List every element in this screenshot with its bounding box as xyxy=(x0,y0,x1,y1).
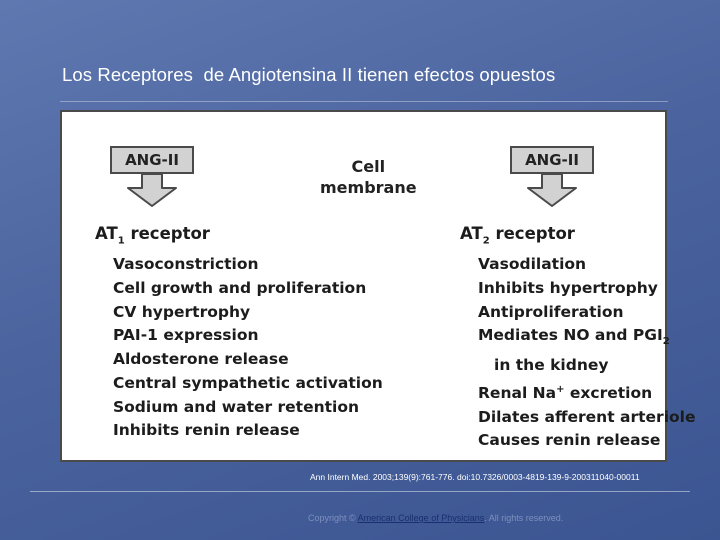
ang-ii-right xyxy=(510,146,608,208)
at1-effect: Vasoconstriction xyxy=(113,255,259,274)
citation: Ann Intern Med. 2003;139(9):761-776. doi:10.7326/0003-4819-139-9-200311040-00011 xyxy=(310,472,640,482)
membrane-line-2: membrane xyxy=(320,178,417,197)
copyright-suffix: . All rights reserved. xyxy=(484,513,564,523)
at2-receptor-heading: $AT_2$ receptor xyxy=(460,224,575,247)
at2-effect: Causes renin release xyxy=(478,431,661,450)
at2-effect-no-pgi2-continued: in the kidney xyxy=(494,356,609,375)
cell-membrane-label xyxy=(320,156,417,198)
title-divider xyxy=(60,101,668,102)
ang-ii-left-label: ANG-II xyxy=(110,146,194,174)
at1-effect: CV hypertrophy xyxy=(113,302,251,321)
down-arrow-icon xyxy=(124,174,180,208)
down-arrow-icon xyxy=(524,174,580,208)
footer-divider xyxy=(30,491,690,492)
at2-effect: Dilates afferent arteriole xyxy=(478,407,696,426)
at1-effect: Inhibits renin release xyxy=(113,421,300,440)
at2-effect-no-pgi2: Mediates NO and $PGI_2$ xyxy=(478,326,670,348)
copyright-notice xyxy=(308,513,563,523)
receptor-figure xyxy=(60,110,696,462)
publisher-link[interactable]: American College of Physicians xyxy=(357,513,485,523)
membrane-line-1: Cell xyxy=(351,157,386,176)
at2-effect-sodium: Renal Na+ excretion xyxy=(478,383,653,403)
at1-effect: Cell growth and proliferation xyxy=(113,279,367,297)
at2-receptor-column xyxy=(460,222,695,453)
ang-ii-right-label: ANG-II xyxy=(510,146,594,174)
at1-effect: PAI-1 expression xyxy=(113,326,259,345)
at1-effect: Central sympathetic activation xyxy=(113,373,383,392)
at2-effect: Inhibits hypertrophy xyxy=(478,279,658,297)
copyright-prefix: Copyright © xyxy=(308,513,358,523)
ang-ii-left xyxy=(110,146,208,208)
at1-effect: Aldosterone release xyxy=(113,350,289,369)
at1-receptor-column xyxy=(95,222,383,443)
at2-effect: Antiproliferation xyxy=(478,302,624,321)
at2-effect: Vasodilation xyxy=(478,255,587,274)
slide-title: Los Receptores de Angiotensina II tienen efectos opuestos xyxy=(62,64,556,85)
at1-receptor-heading: $AT_1$ receptor xyxy=(95,224,210,247)
at1-effect: Sodium and water retention xyxy=(113,397,360,416)
